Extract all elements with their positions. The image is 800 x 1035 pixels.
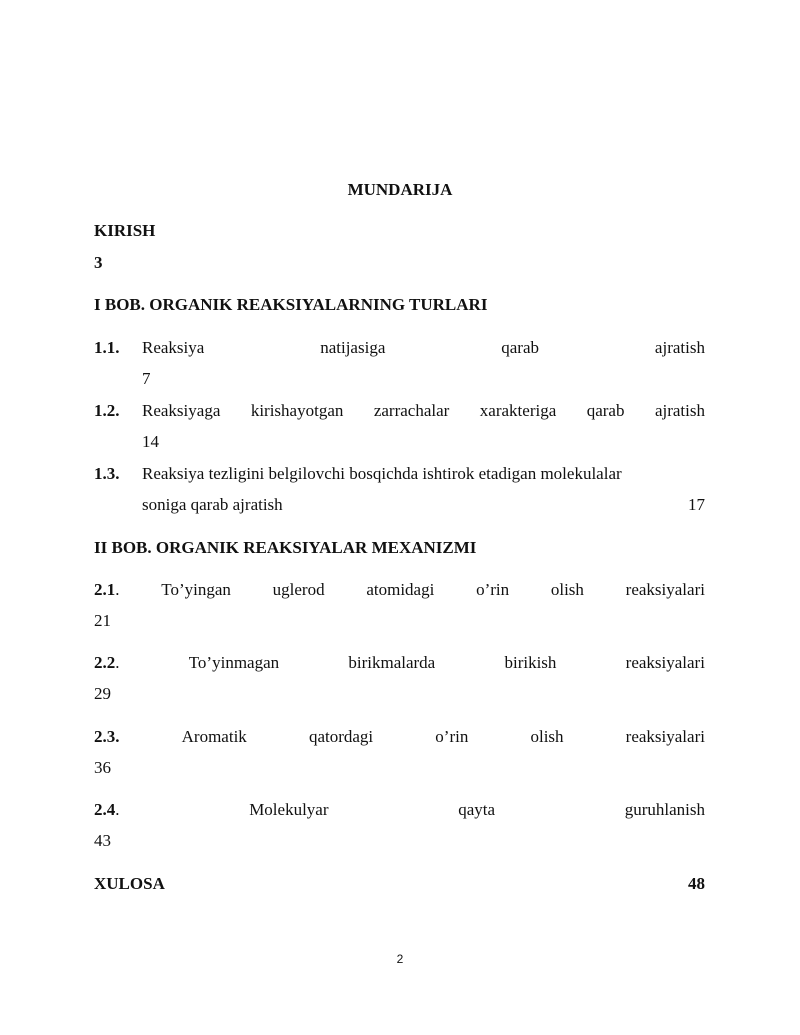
entry-word: reaksiyalari	[625, 580, 705, 599]
entry-title	[142, 402, 705, 419]
entry-word: uglerod	[272, 580, 325, 599]
entry-word: qatordagi	[308, 727, 374, 746]
entry-word: natijasiga	[320, 338, 386, 357]
entry-word: o’rin	[435, 727, 469, 746]
chapter1-heading: I BOB. ORGANIK REAKSIYALARNING TURLARI	[94, 295, 488, 314]
intro-page: 3	[94, 253, 103, 272]
entry-number: 1.1.	[94, 338, 120, 357]
conclusion-label: XULOSA	[94, 874, 165, 893]
entry-title	[94, 728, 705, 745]
entry-title-line1: Reaksiya tezligini belgilovchi bosqichda ishtirok etadigan molekulalar	[142, 464, 622, 483]
entry-word: Reaksiya	[142, 338, 205, 357]
entry-word: zarrachalar	[373, 401, 450, 420]
entry-word: Molekulyar	[249, 800, 329, 819]
entry-number: 1.2.	[94, 401, 120, 420]
entry-word: guruhlanish	[624, 800, 705, 819]
entry-number: 1.3.	[94, 464, 120, 483]
toc-title: MUNDARIJA	[347, 180, 453, 199]
entry-word: birikish	[504, 653, 557, 672]
entry-word: xarakteriga	[479, 401, 557, 420]
entry-word: To’yinmagan	[188, 653, 280, 672]
entry-number: 2.1.	[94, 580, 120, 599]
entry-word: reaksiyalari	[625, 653, 705, 672]
entry-title	[142, 339, 705, 356]
entry-page: 36	[94, 758, 111, 777]
entry-title	[94, 801, 705, 818]
entry-word: ajratish	[654, 338, 705, 357]
conclusion-page: 48	[688, 874, 705, 893]
entry-word: reaksiyalari	[625, 727, 705, 746]
entry-word: qarab	[501, 338, 540, 357]
chapter2-heading: II BOB. ORGANIK REAKSIYALAR MEXANIZMI	[94, 538, 477, 557]
entry-word: olish	[530, 727, 564, 746]
entry-word: birikmalarda	[348, 653, 436, 672]
entry-page: 43	[94, 831, 111, 850]
entry-page: 17	[688, 495, 705, 514]
entry-word: Aromatik	[181, 727, 247, 746]
entry-page: 14	[142, 432, 159, 451]
entry-word: Reaksiyaga	[142, 401, 221, 420]
entry-page: 29	[94, 684, 111, 703]
entry-word: o’rin	[476, 580, 510, 599]
intro-label: KIRISH	[94, 221, 156, 240]
entry-page: 21	[94, 611, 111, 630]
page-number: 2	[396, 952, 404, 966]
entry-title-line2: soniga qarab ajratish	[142, 495, 283, 514]
entry-word: kirishayotgan	[250, 401, 344, 420]
entry-page: 7	[142, 369, 151, 388]
entry-word: qarab	[586, 401, 625, 420]
entry-title	[94, 654, 705, 671]
entry-number: 2.3.	[94, 727, 120, 746]
entry-title	[94, 581, 705, 598]
entry-word: ajratish	[654, 401, 705, 420]
entry-word: atomidagi	[366, 580, 435, 599]
entry-word: To’yingan	[161, 580, 231, 599]
entry-word: olish	[550, 580, 584, 599]
entry-word: qayta	[458, 800, 496, 819]
entry-number: 2.4.	[94, 800, 120, 819]
entry-number: 2.2.	[94, 653, 120, 672]
